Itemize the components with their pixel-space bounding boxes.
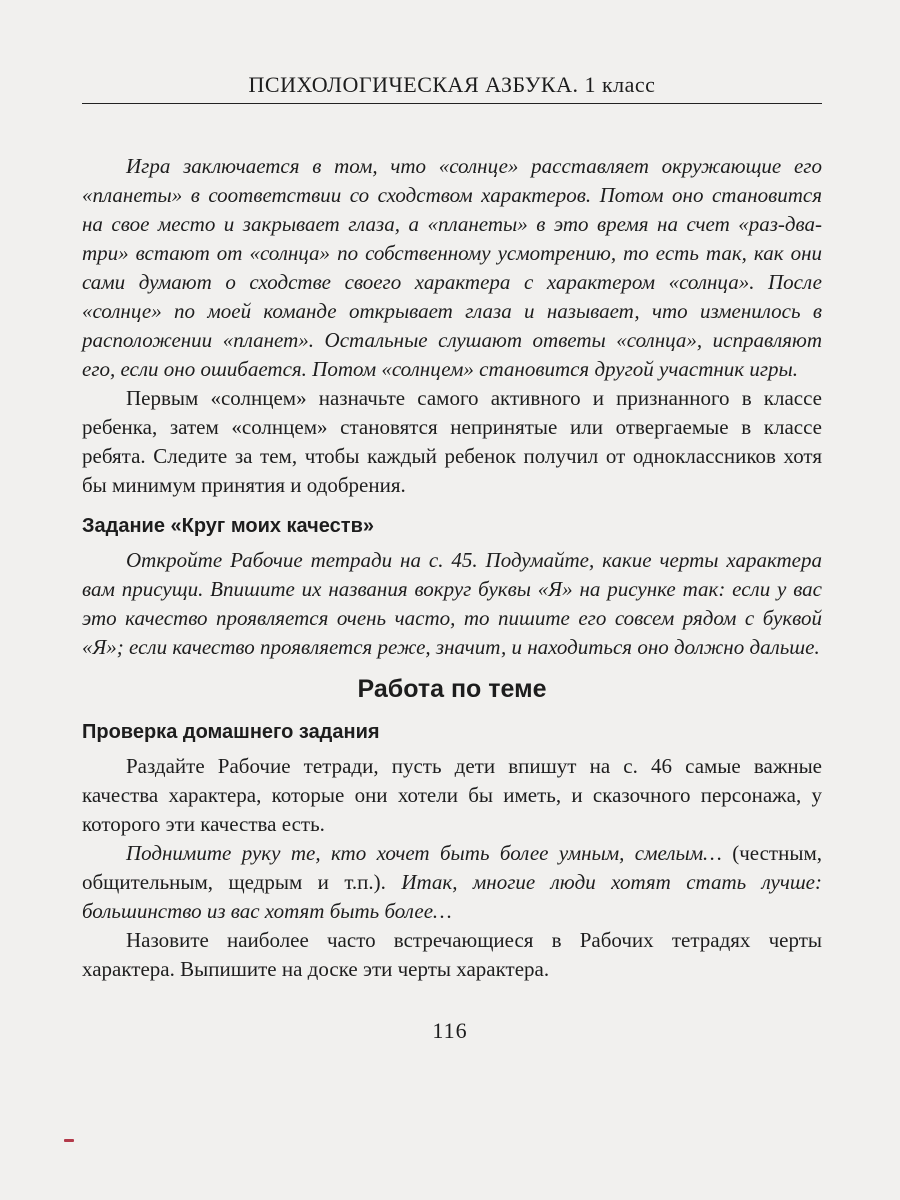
paragraph-game-description: Игра заключается в том, что «солнце» расставляет окружающие его «планеты» в соответствии со сходством характеров. Потом оно становится на свое место и закрывает глаза, а «планеты» в это время на счет «раз-два-три» встают от «солнца» по собственному усмотрению, то есть так, как они сами думают о сходстве своего характера с характером «солнца». После «солнце» по моей команде открывает глаза и называет, что изменилось в расположении «планет». Остальные слушают ответы «солнца», исправляют его, если оно ошибается. Потом «солнцем» становится другой участник игры. <box>82 154 822 381</box>
running-title: ПСИХОЛОГИЧЕСКАЯ АЗБУКА. 1 класс <box>248 72 656 97</box>
raise-hand-conclusion: Итак, многие люди хотят стать лучше: большинство из вас хотят быть более… <box>82 870 822 923</box>
paragraph-distribute-workbooks: Раздайте Рабочие тетради, пусть дети впишут на с. 46 самые важные качества характера, которые они хотели бы иметь, и сказочного персонажа, у которого эти качества есть. <box>82 754 822 836</box>
section-heading: Работа по теме <box>357 675 547 703</box>
page-number: 116 <box>432 1018 468 1043</box>
edge-mark <box>64 1139 74 1142</box>
paragraph-name-traits: Назовите наиболее часто встречающиеся в Рабочих тетрадях черты характера. Выпишите на доске эти черты характера. <box>82 928 822 981</box>
header-rule <box>82 103 822 104</box>
raise-hand-question: Поднимите руку те, кто хочет быть более умным, смелым… <box>126 841 722 865</box>
paragraph-raise-hand <box>82 839 822 926</box>
page-body <box>82 152 822 984</box>
paragraph-first-sun: Первым «солнцем» назначьте самого активного и признанного в классе ребенка, затем «солнцем» становятся непринятые или отвергаемые в классе ребята. Следите за тем, чтобы каждый ребенок получил от одноклассников хотя бы минимум принятия и одобрения. <box>82 386 822 497</box>
task-heading: Задание «Круг моих качеств» <box>82 515 374 537</box>
raise-hand-examples: (честным, общительным, щедрым и т.п.). <box>82 841 822 894</box>
paragraph-task-instructions: Откройте Рабочие тетради на с. 45. Подумайте, какие черты характера вам присущи. Впишите их названия вокруг буквы «Я» на рисунке так: если у вас это качество проявляется очень часто, то пишите его совсем рядом с буквой «Я»; если качество проявляется реже, значит, и находиться оно должно дальше. <box>82 548 822 659</box>
homework-heading: Проверка домашнего задания <box>82 721 380 743</box>
